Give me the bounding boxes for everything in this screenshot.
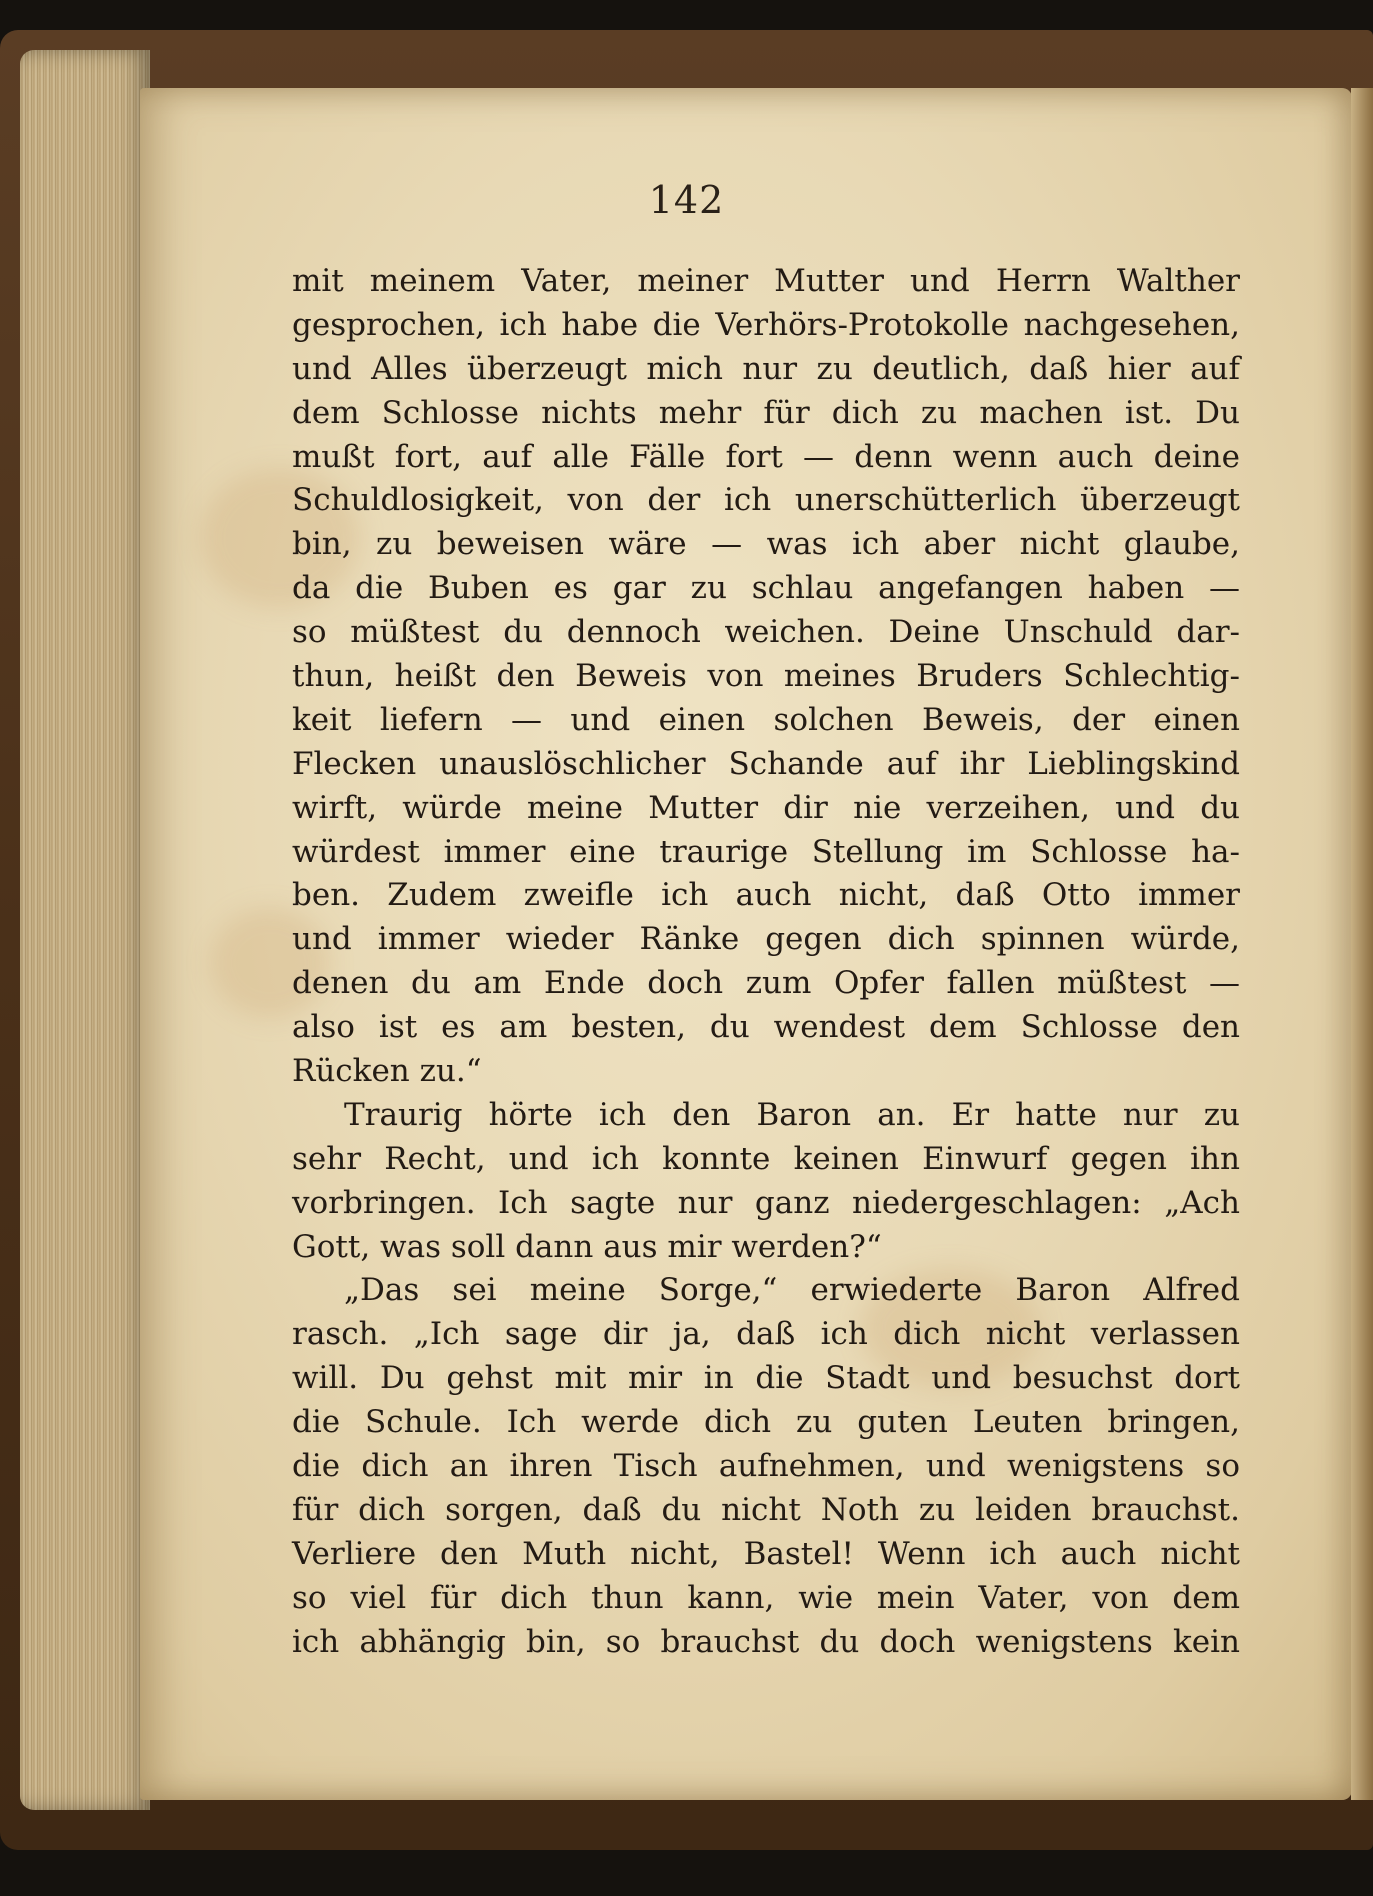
text-line: bin, zu beweisen wäre — was ich aber nicht glaube, (292, 526, 1240, 563)
page-edges (20, 50, 150, 1810)
text-line: thun, heißt den Beweis von meines Bruders Schlechtig- (292, 658, 1240, 695)
text-line: Traurig hörte ich den Baron an. Er hatte nur zu (344, 1096, 1240, 1133)
text-line: die dich an ihren Tisch aufnehmen, und wenigstens so (292, 1448, 1240, 1485)
text-line: würdest immer eine traurige Stellung im Schlosse ha- (292, 833, 1240, 870)
text-line: vorbringen. Ich sagte nur ganz niedergeschlagen: „Ach (292, 1184, 1240, 1221)
text-line: und immer wieder Ränke gegen dich spinnen würde, (292, 921, 1240, 958)
text-line: so viel für dich thun kann, wie mein Vater, von dem (292, 1579, 1240, 1616)
text-line: denen du am Ende doch zum Opfer fallen müßtest — (292, 965, 1240, 1002)
text-line: also ist es am besten, du wendest dem Schlosse den (292, 1009, 1240, 1046)
text-line: Rücken zu.“ (292, 1053, 482, 1090)
text-line: mit meinem Vater, meiner Mutter und Herrn Walther (292, 263, 1240, 299)
text-line: dem Schlosse nichts mehr für dich zu machen ist. Du (292, 394, 1240, 431)
text-line: „Das sei meine Sorge,“ erwiederte Baron Alfred (344, 1272, 1240, 1309)
text-line: die Schule. Ich werde dich zu guten Leuten bringen, (292, 1404, 1240, 1441)
page-number: 142 (648, 178, 725, 222)
text-line: Schuldlosigkeit, von der ich unerschütterlich überzeugt (292, 482, 1240, 519)
text-line: gesprochen, ich habe die Verhörs-Protokolle nachgesehen, (292, 306, 1240, 343)
page-gutter (1351, 88, 1373, 1800)
body-text (292, 260, 1240, 1665)
text-line: will. Du gehst mit mir in die Stadt und besuchst dort (292, 1360, 1240, 1397)
text-line: Flecken unauslöschlicher Schande auf ihr Lieblingskind (292, 745, 1240, 782)
text-line: sehr Recht, und ich konnte keinen Einwurf gegen ihn (292, 1140, 1240, 1177)
text-line: rasch. „Ich sage dir ja, daß ich dich nicht verlassen (292, 1316, 1240, 1353)
text-line: Gott, was soll dann aus mir werden?“ (292, 1228, 882, 1265)
text-line: Verliere den Muth nicht, Bastel! Wenn ich auch nicht (292, 1535, 1240, 1572)
text-line: ben. Zudem zweifle ich auch nicht, daß Otto immer (292, 877, 1240, 914)
text-line: und Alles überzeugt mich nur zu deutlich, daß hier auf (292, 350, 1240, 387)
text-line: mußt fort, auf alle Fälle fort — denn wenn auch deine (292, 438, 1240, 475)
text-line: für dich sorgen, daß du nicht Noth zu leiden brauchst. (292, 1491, 1240, 1528)
text-line: so müßtest du dennoch weichen. Deine Unschuld dar- (292, 614, 1240, 651)
text-line: wirft, würde meine Mutter dir nie verzeihen, und du (292, 789, 1240, 826)
text-line: keit liefern — und einen solchen Beweis, der einen (292, 701, 1240, 738)
text-line: ich abhängig bin, so brauchst du doch wenigstens kein (292, 1623, 1240, 1660)
text-line: da die Buben es gar zu schlau angefangen haben — (292, 570, 1240, 607)
